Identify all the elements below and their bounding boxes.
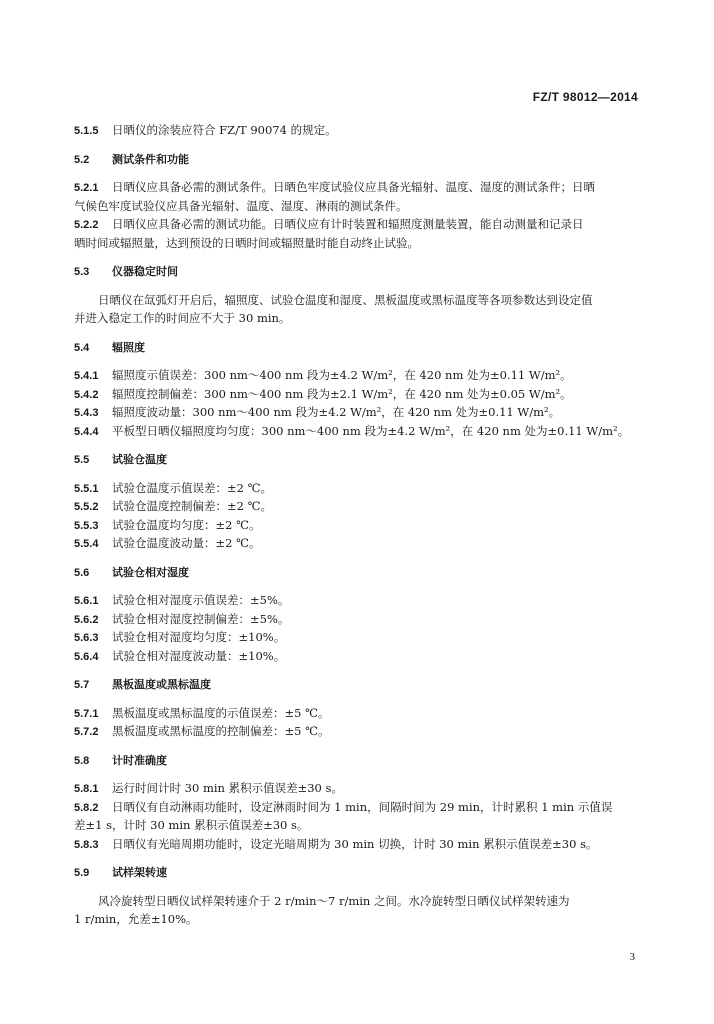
section-heading	[74, 751, 636, 770]
clause-line	[74, 516, 636, 535]
clause-text: 运行时间计时 30 min 累积示值误差±30 s。	[112, 781, 343, 795]
clause-text: 试验仓温度控制偏差：±2 ℃。	[112, 499, 272, 513]
clause-line	[74, 779, 636, 798]
clause-text: 辐照度控制偏差：300 nm～400 nm 段为±2.1 W/m²，在 420 nm 处为±0.05 W/m²。	[112, 386, 572, 401]
section-title: 试验仓温度	[112, 453, 167, 466]
clause-number: 5.6.2	[74, 613, 99, 626]
clause-text: 试验仓相对湿度示值误差：±5%。	[112, 593, 290, 607]
clause-text: 试验仓相对湿度控制偏差：±5%。	[112, 611, 290, 626]
clause-line	[74, 798, 636, 817]
clause-line	[74, 422, 636, 441]
clause-text: 日晒仪应具备必需的测试功能。日晒仪应有计时装置和辐照度测量装置，能自动测量和记录日	[112, 217, 584, 231]
clause-number: 5.6.3	[74, 632, 99, 644]
section-title: 测试条件和功能	[112, 152, 189, 166]
clause-line	[74, 479, 636, 498]
clause-line	[74, 121, 636, 140]
section-heading	[74, 338, 636, 357]
clause-line	[74, 534, 636, 553]
section-title: 计时准确度	[112, 753, 167, 767]
paragraph-line: 日晒仪在氙弧灯开启后，辐照度、试验仓温度和湿度、黑板温度或黑标温度等各项参数达到设定值	[98, 292, 593, 307]
clause-number: 5.2.2	[74, 219, 99, 231]
clause-number: 5.6.1	[74, 595, 99, 607]
clause-text: 辐照度示值误差：300 nm～400 nm 段为±4.2 W/m²，在 420 nm 处为±0.11 W/m²。	[112, 368, 572, 382]
section-title: 仪器稳定时间	[112, 265, 178, 278]
section-number: 5.5	[74, 454, 90, 466]
clause-line	[74, 215, 636, 234]
clause-number: 5.5.4	[74, 538, 99, 550]
clause-text: 试验仓相对湿度波动量：±10%。	[112, 648, 286, 663]
page-number: 3	[629, 951, 635, 963]
clause-text: 试验仓温度均匀度：±2 ℃。	[112, 517, 261, 532]
clause-number: 5.7.2	[74, 726, 99, 738]
clause-text: 黑板温度或黑标温度的控制偏差：±5 ℃。	[112, 724, 330, 738]
clause-line	[74, 835, 636, 854]
clause-line	[74, 722, 636, 741]
clause-text: 黑板温度或黑标温度的示值误差：±5 ℃。	[112, 705, 330, 720]
clause-continuation: 差±1 s，计时 30 min 累积示值误差±30 s。	[74, 818, 309, 832]
section-title: 黑板温度或黑标温度	[112, 678, 211, 691]
section-number: 5.2	[74, 153, 90, 166]
clause-number: 5.8.2	[74, 801, 99, 814]
section-heading	[74, 563, 636, 582]
clause-line	[74, 385, 636, 404]
section-number: 5.7	[74, 679, 90, 691]
clause-line	[74, 366, 636, 385]
section-heading	[74, 150, 636, 169]
paragraph-continuation: 并进入稳定工作的时间应不大于 30 min。	[74, 311, 291, 325]
section-number: 5.4	[74, 341, 90, 354]
clause-text: 日晒仪的涂装应符合 FZ/T 90074 的规定。	[112, 123, 337, 137]
clause-number: 5.8.3	[74, 838, 99, 851]
clause-line	[74, 178, 636, 197]
clause-continuation: 气候色牢度试验仪应具备光辐射、温度、湿度、淋雨的测试条件。	[74, 198, 408, 213]
clause-number: 5.7.1	[74, 707, 99, 720]
clause-number: 5.2.1	[74, 182, 99, 194]
clause-number: 5.4.2	[74, 388, 99, 401]
clause-text: 日晒仪有光暗周期功能时，设定光暗周期为 30 min 切换，计时 30 min 累积示值误差±30 s。	[112, 836, 598, 851]
section-title: 辐照度	[112, 340, 145, 354]
clause-text: 试验仓温度示值误差：±2 ℃。	[112, 480, 272, 495]
section-title: 试样架转速	[112, 866, 167, 879]
paragraph-continuation: 1 r/min，允差±10%。	[74, 912, 198, 926]
section-heading	[74, 675, 636, 694]
clause-number: 5.5.2	[74, 501, 99, 513]
section-heading	[74, 450, 636, 469]
clause-number: 5.4.1	[74, 370, 99, 382]
clause-number: 5.5.1	[74, 482, 99, 495]
section-number: 5.8	[74, 754, 90, 767]
section-heading	[74, 262, 636, 281]
clause-continuation: 晒时间或辐照量，达到预设的日晒时间或辐照量时能自动终止试验。	[74, 235, 419, 250]
clause-line	[74, 591, 636, 610]
clause-text: 试验仓相对湿度均匀度：±10%。	[112, 630, 286, 644]
clause-number: 5.8.1	[74, 783, 99, 795]
section-title: 试验仓相对湿度	[112, 565, 189, 579]
clause-line	[74, 610, 636, 629]
clause-text: 日晒仪应具备必需的测试条件。日晒色牢度试验仪应具备光辐射、温度、湿度的测试条件；日晒	[112, 180, 595, 194]
section-number: 5.3	[74, 266, 90, 278]
clause-text: 辐照度波动量：300 nm～400 nm 段为±4.2 W/m²，在 420 nm 处为±0.11 W/m²。	[112, 405, 561, 419]
document-body	[74, 121, 636, 929]
section-number: 5.6	[74, 566, 90, 579]
document-code-header: FZ/T 98012—2014	[532, 90, 638, 104]
section-heading	[74, 863, 636, 882]
clause-text: 试验仓温度波动量：±2 ℃。	[112, 536, 261, 550]
paragraph-line: 风冷旋转型日晒仪试样架转速介于 2 r/min～7 r/min 之间。水冷旋转型日晒仪试样架转速为	[98, 893, 570, 908]
clause-line	[74, 403, 636, 422]
section-number: 5.9	[74, 867, 90, 879]
clause-line	[74, 497, 636, 516]
clause-text: 平板型日晒仪辐照度均匀度：300 nm～400 nm 段为±4.2 W/m²，在 420 nm 处为±0.11 W/m²。	[112, 423, 630, 438]
clause-number: 5.4.3	[74, 407, 99, 419]
clause-number: 5.6.4	[74, 650, 99, 663]
clause-number: 5.5.3	[74, 519, 99, 532]
clause-text: 日晒仪有自动淋雨功能时，设定淋雨时间为 1 min，间隔时间为 29 min，计时累积 1 min 示值误	[112, 799, 613, 814]
clause-line	[74, 628, 636, 647]
clause-number: 5.4.4	[74, 425, 99, 438]
clause-line	[74, 704, 636, 723]
clause-number: 5.1.5	[74, 125, 99, 137]
clause-line	[74, 647, 636, 666]
